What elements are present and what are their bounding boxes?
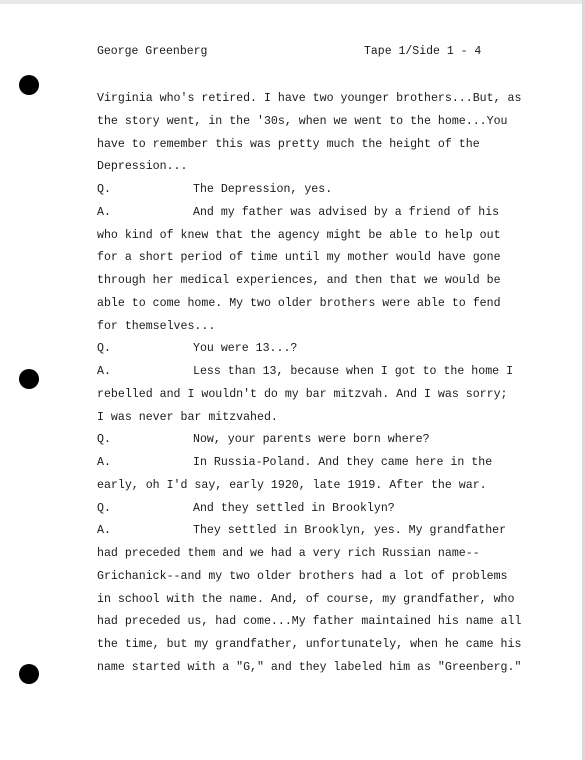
- transcript-line: [97, 338, 509, 361]
- transcript-line: [97, 270, 509, 293]
- transcript-line: [97, 611, 522, 634]
- transcript-line: [97, 134, 509, 157]
- transcript-line: [97, 111, 509, 134]
- line-text: Grichanick--and my two older brothers had a lot of problems: [97, 569, 508, 583]
- line-text: able to come home. My two older brothers were able to fend: [97, 296, 501, 310]
- transcript-line: [97, 247, 509, 270]
- line-text: through her medical experiences, and then that we would be: [97, 274, 501, 287]
- line-text: You were 13...?: [193, 342, 298, 356]
- transcript-line: [97, 407, 509, 430]
- transcript-line: [97, 520, 509, 543]
- line-text: name started with a "G," and they labeled him as "Greenberg.": [97, 660, 522, 674]
- line-text: Now, your parents were born where?: [193, 433, 430, 447]
- answer-marker: A.: [97, 456, 111, 469]
- line-text: rebelled and I wouldn't do my bar mitzvah. And I was sorry;: [97, 387, 508, 401]
- transcript-line: [97, 384, 509, 407]
- question-marker: Q.: [97, 501, 111, 515]
- line-text: I was never bar mitzvahed.: [97, 410, 278, 424]
- line-text: In Russia-Poland. And they came here in the: [193, 456, 493, 469]
- transcript-line: [97, 429, 509, 452]
- line-text: had preceded us, had come...My father maintained his name all: [97, 615, 522, 629]
- line-text: And they settled in Brooklyn?: [193, 501, 395, 515]
- transcript-body: [97, 88, 522, 680]
- transcript-line: [97, 179, 509, 202]
- transcript-line: [97, 225, 509, 248]
- transcript-line: [97, 543, 509, 566]
- line-text: Virginia who's retired. I have two younger brothers...But, as: [97, 92, 522, 105]
- line-text: had preceded them and we had a very rich Russian name--: [97, 547, 480, 560]
- transcript-line: [97, 657, 522, 680]
- transcript-line: [97, 589, 515, 612]
- transcript-line: [97, 566, 509, 589]
- line-text: Depression...: [97, 160, 188, 174]
- question-marker: Q.: [97, 342, 111, 356]
- line-text: who kind of knew that the agency might be able to help out: [97, 228, 501, 242]
- answer-marker: A.: [97, 365, 111, 378]
- line-text: have to remember this was pretty much the height of the: [97, 137, 480, 151]
- interviewee-name: George Greenberg: [97, 45, 208, 58]
- line-text: the story went, in the '30s, when we went to the home...You: [97, 114, 508, 128]
- line-text: the time, but my grandfather, unfortunately, when he came his: [97, 638, 522, 651]
- transcript-line: [97, 361, 514, 384]
- line-text: And my father was advised by a friend of his: [193, 205, 500, 219]
- line-text: They settled in Brooklyn, yes. My grandfather: [193, 524, 507, 538]
- binder-hole-middle: [19, 369, 39, 389]
- transcript-line: [97, 202, 509, 225]
- tape-side-page: Tape 1/Side 1 - 4: [364, 45, 482, 58]
- line-text: The Depression, yes.: [193, 183, 333, 196]
- question-marker: Q.: [97, 183, 111, 196]
- binder-hole-top: [19, 75, 39, 95]
- line-text: for themselves...: [97, 319, 216, 333]
- transcript-line: [97, 88, 522, 111]
- transcript-line: [97, 634, 522, 657]
- answer-marker: A.: [97, 205, 111, 219]
- answer-marker: A.: [97, 524, 111, 538]
- line-text: early, oh I'd say, early 1920, late 1919. After the war.: [97, 478, 487, 492]
- transcript-line: [97, 156, 509, 179]
- transcript-line: [97, 452, 509, 475]
- transcript-line: [97, 293, 509, 316]
- line-text: for a short period of time until my mother would have gone: [97, 251, 501, 265]
- transcript-line: [97, 475, 509, 498]
- line-text: in school with the name. And, of course, my grandfather, who: [97, 592, 515, 606]
- question-marker: Q.: [97, 433, 111, 447]
- line-text: Less than 13, because when I got to the home I: [193, 365, 514, 378]
- binder-hole-bottom: [19, 664, 39, 684]
- transcript-line: [97, 316, 509, 339]
- transcript-line: [97, 498, 509, 521]
- top-edge-rule: [0, 0, 585, 4]
